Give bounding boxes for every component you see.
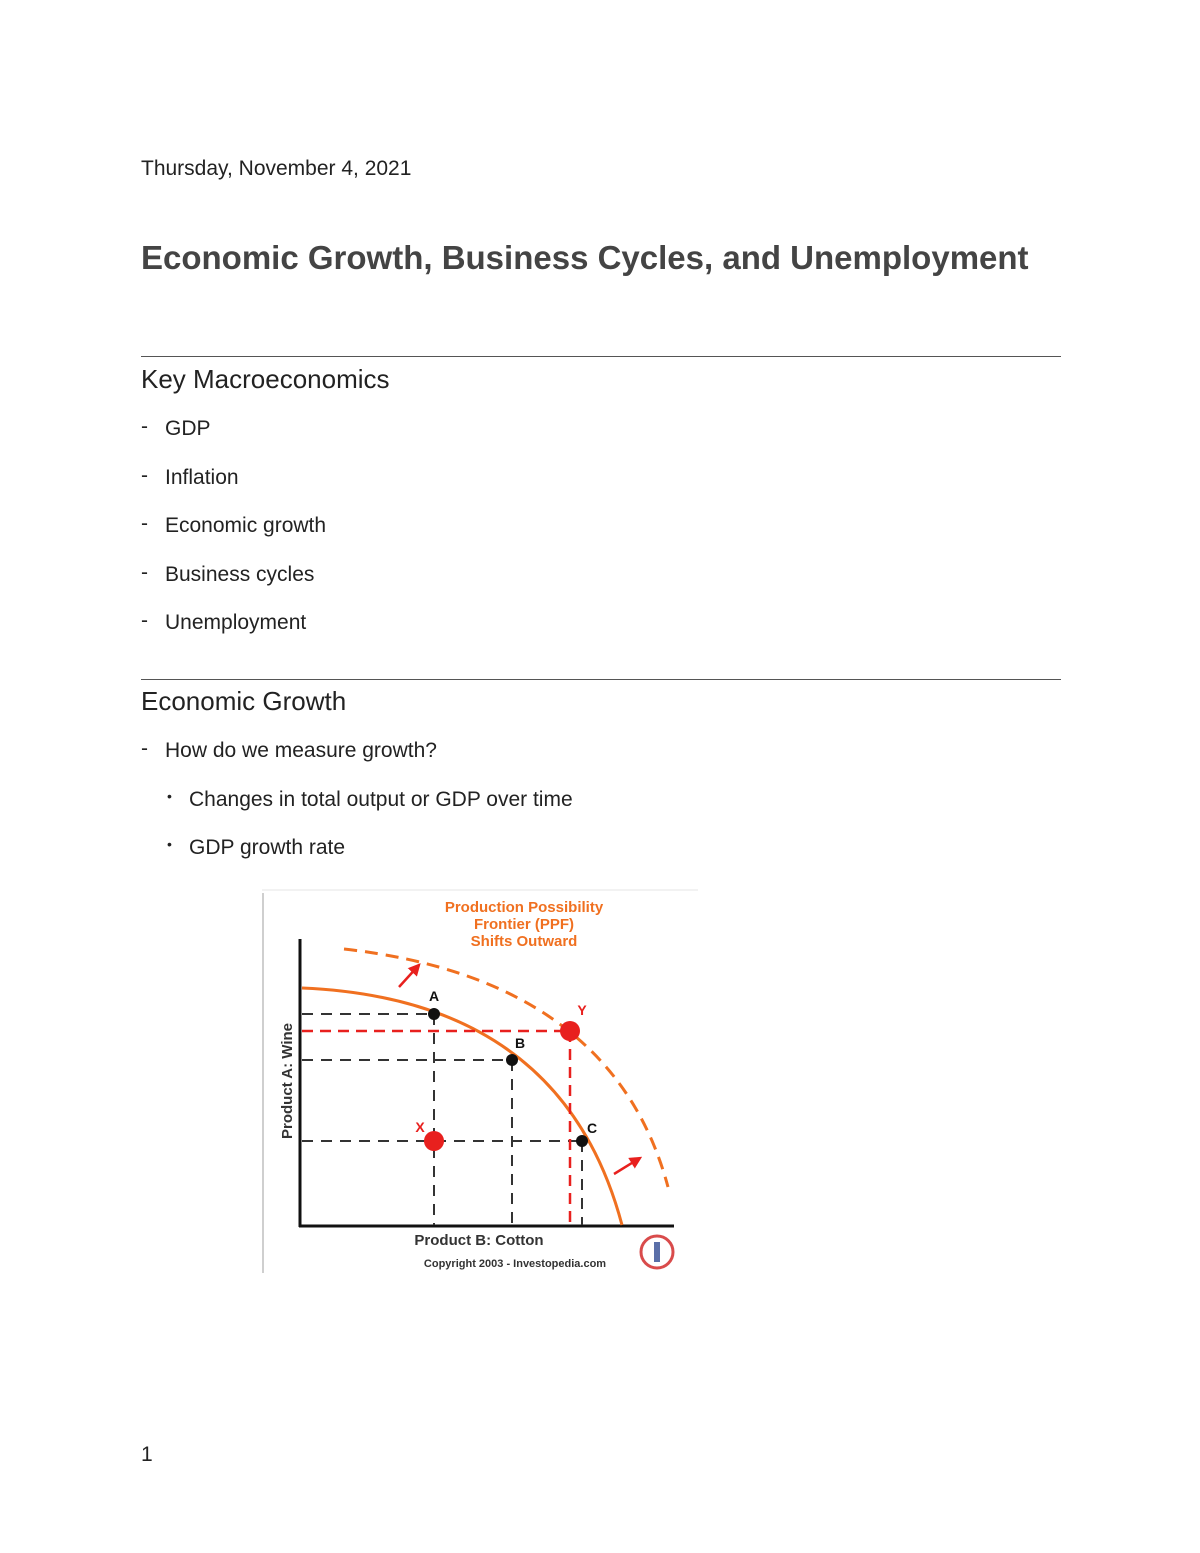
list-item: - Economic growth	[141, 512, 327, 537]
point-c-label: C	[586, 1120, 598, 1136]
dash-bullet: -	[141, 560, 148, 584]
list-item: - Business cycles	[141, 560, 315, 586]
page-title: Economic Growth, Business Cycles, and Unemployment	[141, 239, 1029, 276]
point-a-label: A	[428, 988, 440, 1004]
point-y-label: Y	[577, 1002, 587, 1018]
point-c	[576, 1135, 588, 1147]
list-item: - Inflation	[141, 463, 239, 489]
sub-list-item: • Changes in total output or GDP over time	[167, 787, 573, 811]
page-number: 1	[141, 1443, 153, 1466]
guide-lines	[302, 1014, 582, 1225]
key-macro-list	[141, 417, 326, 660]
figure-title-line-3: Shifts Outward	[470, 933, 578, 950]
ppf-diagram	[262, 889, 698, 1273]
shift-arrow-lower-icon	[614, 1158, 640, 1174]
dot-bullet: •	[167, 836, 172, 852]
copyright-text: Copyright 2003 - Investopedia.com	[423, 1258, 607, 1270]
point-b	[506, 1054, 518, 1066]
point-y	[560, 1021, 580, 1041]
section-heading-economic-growth: Economic Growth	[141, 686, 347, 716]
list-item: - Unemployment	[141, 609, 307, 634]
section-heading-key-macroeconomics: Key Macroeconomics	[141, 364, 390, 394]
section-divider	[141, 679, 1061, 680]
x-axis-label: Product B: Cotton	[414, 1232, 544, 1249]
point-b-label: B	[514, 1035, 526, 1051]
list-item: - GDP	[141, 415, 211, 440]
shifted-ppf-curve	[344, 949, 668, 1187]
section-divider	[141, 356, 1061, 357]
dash-bullet: -	[141, 463, 148, 487]
investopedia-logo-icon	[641, 1236, 673, 1268]
sub-list-item: • GDP growth rate	[167, 836, 346, 859]
dash-bullet: -	[141, 512, 148, 535]
dash-bullet: -	[141, 609, 148, 632]
point-x	[424, 1131, 444, 1151]
growth-list	[141, 739, 573, 885]
question-text: How do we measure growth?	[165, 739, 437, 762]
sub-list	[165, 788, 573, 885]
y-axis-label: Product A: Wine	[279, 1023, 296, 1139]
dash-bullet: -	[141, 737, 148, 760]
ppf-figure	[262, 889, 698, 1273]
shift-arrow-upper-icon	[399, 965, 419, 987]
figure-title-line-2: Frontier (PPF)	[474, 916, 574, 933]
figure-title-line-1: Production Possibility	[444, 899, 604, 916]
point-a	[428, 1008, 440, 1020]
point-x-label: X	[415, 1119, 425, 1135]
list-item	[141, 739, 573, 885]
document-date: Thursday, November 4, 2021	[141, 157, 412, 180]
dot-bullet: •	[167, 787, 172, 804]
dash-bullet: -	[141, 415, 148, 438]
